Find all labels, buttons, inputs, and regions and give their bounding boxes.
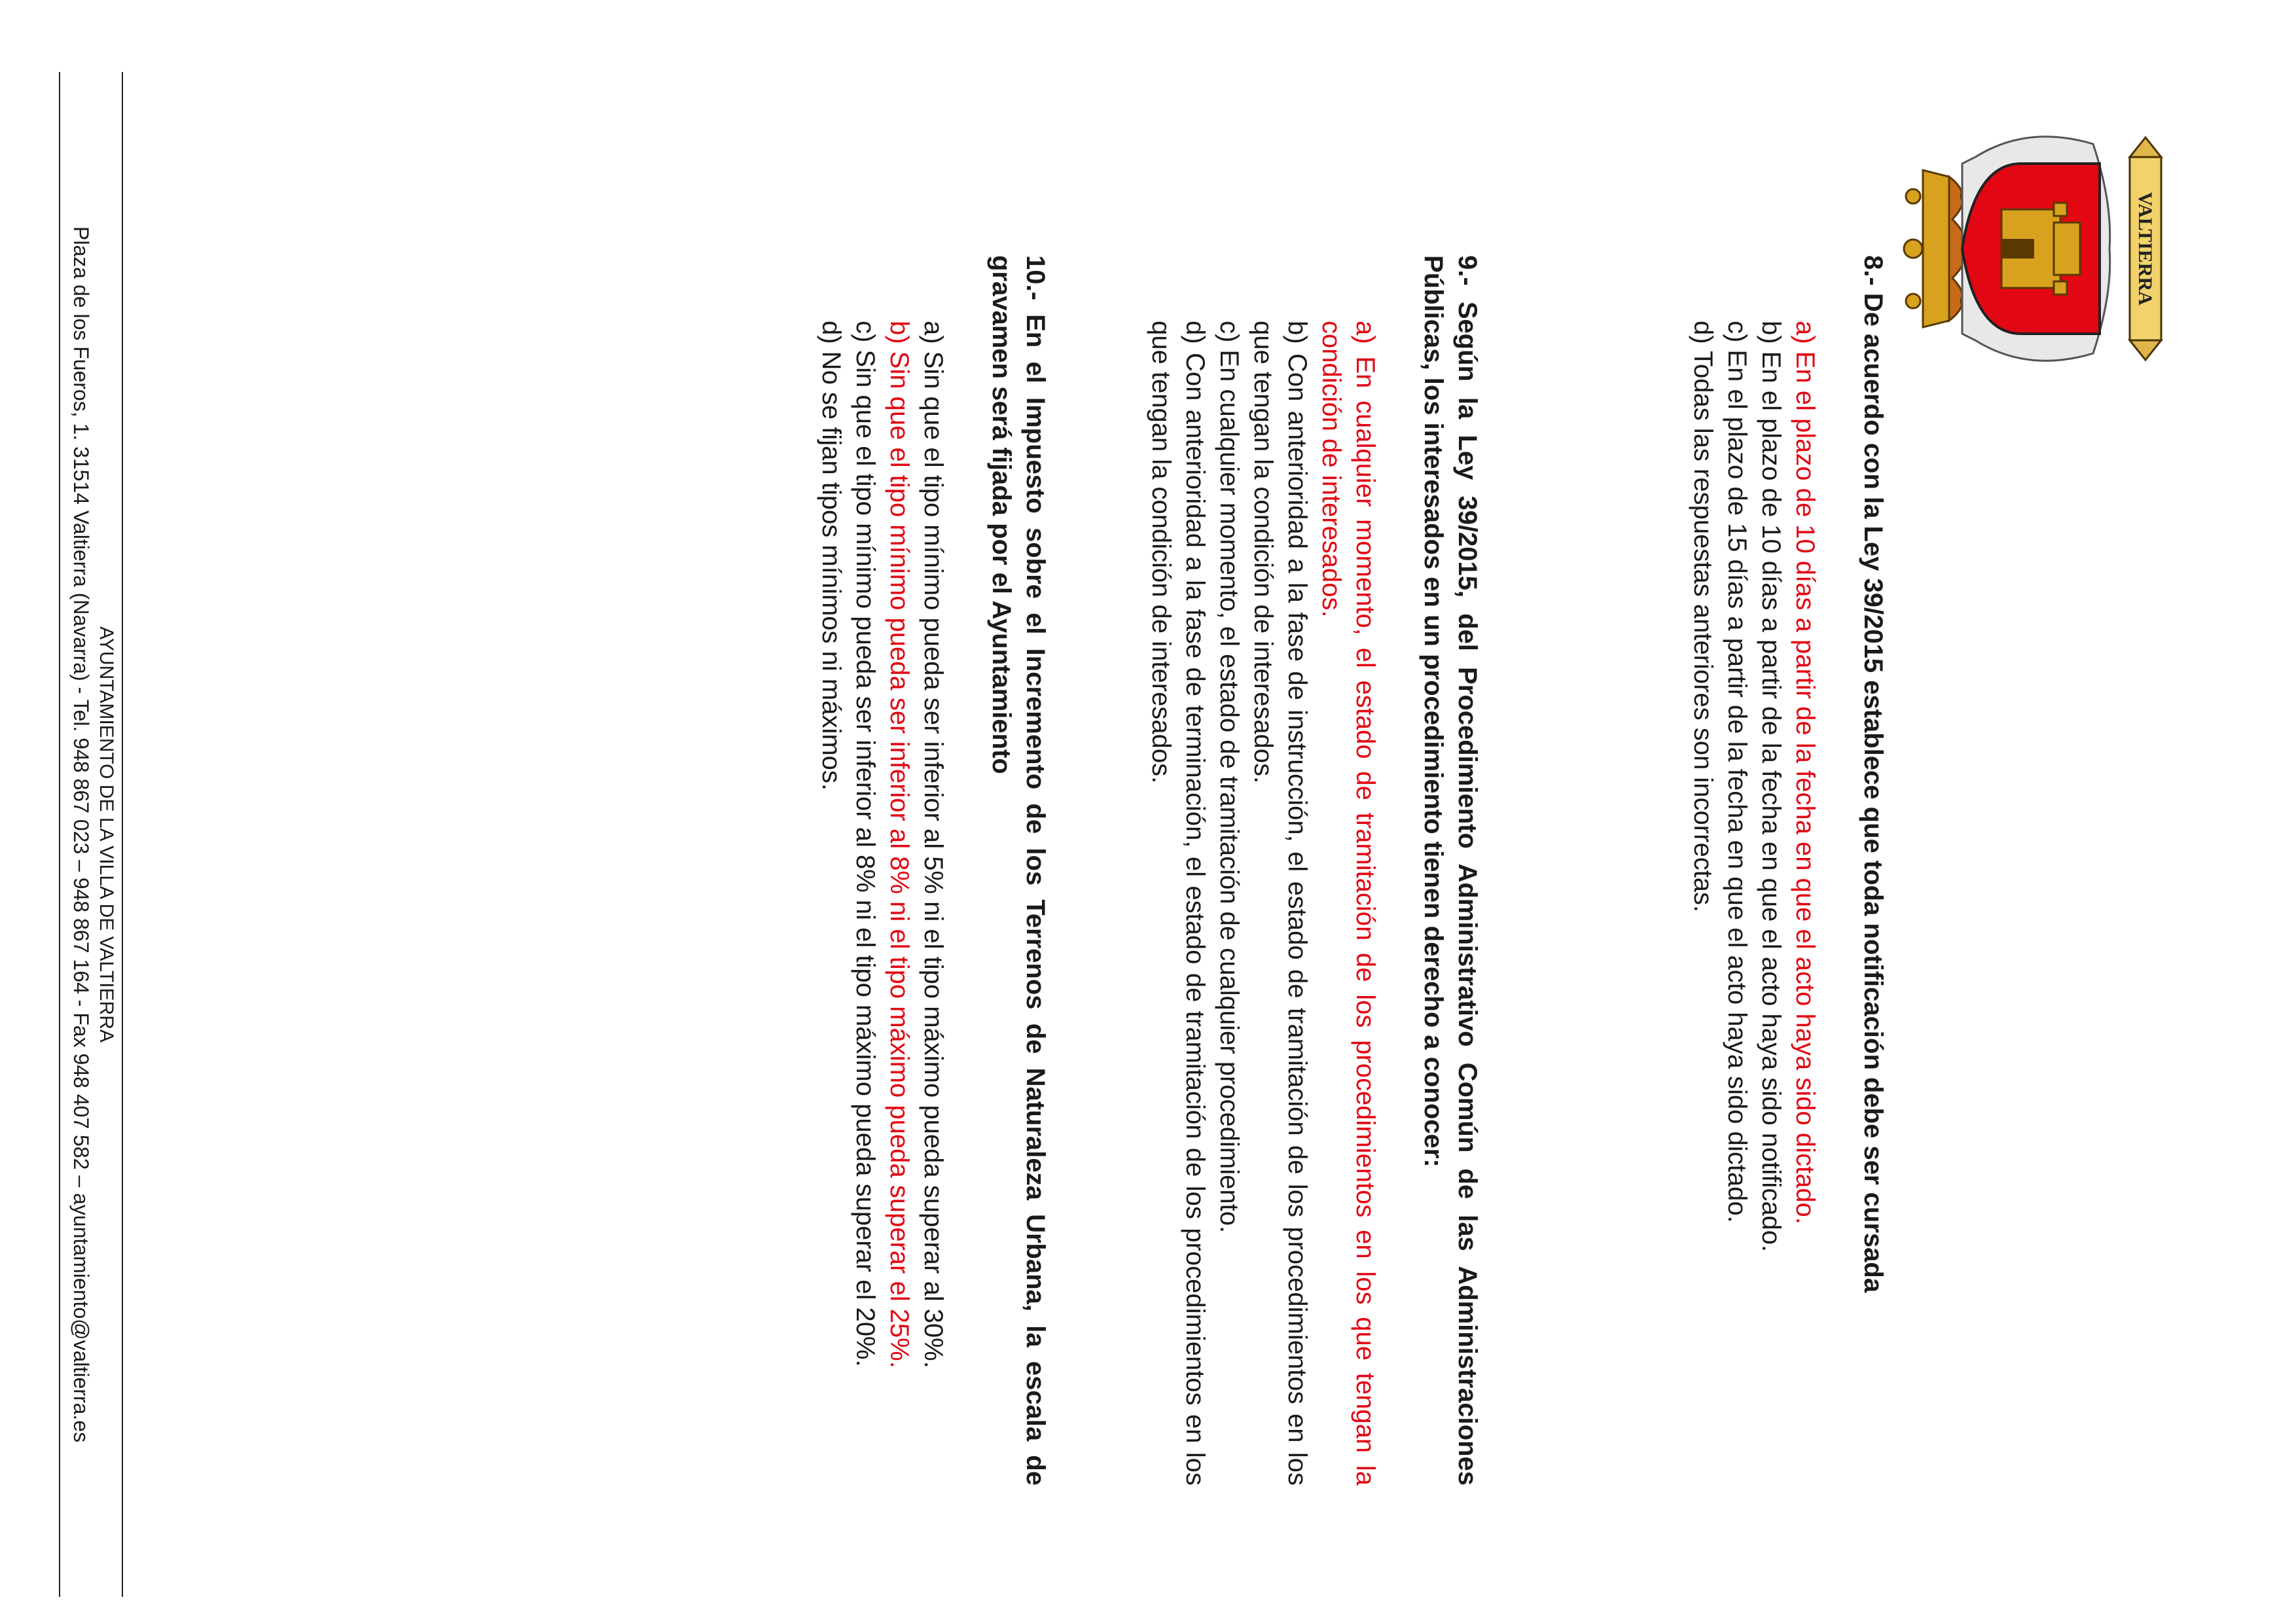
question-10-option-c: c) Sin que el tipo mínimo pueda ser inferior al 8% ni el tipo máximo pueda superar el 20%.	[851, 321, 880, 1367]
question-9-option-c: c) En cualquier momento, el estado de tramitación de cualquier procedimiento.	[1215, 321, 1244, 1234]
question-8-option-d: d) Todas las respuestas anteriores son incorrectas.	[1689, 321, 1717, 913]
question-8-option-a: a) En el plazo de 10 días a partir de la fecha en que el acto haya sido dictado.	[1791, 321, 1820, 1224]
question-8-title: 8.- De acuerdo con la Ley 39/2015 establece que toda notificación debe ser cursada	[1859, 255, 1888, 1293]
question-9-title: 9.- Según la Ley 39/2015, del Procedimiento Administrativo Común de las Administraciones Públicas, los interesados en un procedimiento tienen derecho a conocer:	[1419, 255, 1482, 1486]
footer-contact: Plaza de los Fueros, 1. 31514 Valtierra (Navarra) - Tel. 948 867 023 – 948 867 164 - Fax 948 407 582 – ayuntamiento@valtierra.es	[69, 226, 93, 1443]
question-8	[1686, 255, 1890, 1486]
question-9-option-d: d) Con anterioridad a la fase de terminación, el estado de tramitación de los procedimientos en los que tengan la condición de interesados.	[1147, 321, 1210, 1486]
question-10-title: 10.- En el Impuesto sobre el Incremento de los Terrenos de Naturaleza Urbana, la escala de gravamen será fijada por el Ayuntamiento	[987, 255, 1050, 1486]
banner-text: VALTIERRA	[2134, 192, 2156, 306]
coat-of-arms-logo	[1884, 98, 2172, 399]
question-10-option-d: d) No se fijan tipos mínimos ni máximos.	[817, 321, 846, 791]
banner-scroll	[2130, 137, 2161, 360]
question-9-option-b: b) Con anterioridad a la fase de instrucción, el estado de tramitación de los procedimientos en los que tengan la condición de interesados.	[1249, 321, 1312, 1486]
footer-rule	[122, 72, 123, 1597]
question-8-option-c: c) En el plazo de 15 días a partir de la fecha en que el acto haya sido dictado.	[1723, 321, 1751, 1223]
footer-rule-bottom	[59, 72, 60, 1597]
question-9-option-a: a) En cualquier momento, el estado de tramitación de los procedimientos en los que tengan la condición de interesados.	[1317, 321, 1380, 1486]
question-10-option-b: b) Sin que el tipo mínimo pueda ser inferior al 8% ni el tipo máximo pueda superar el 25%.	[885, 321, 914, 1368]
footer-organization: AYUNTAMIENTO DE LA VILLA DE VALTIERRA	[96, 626, 117, 1043]
question-10	[814, 255, 1052, 1486]
question-8-option-b: b) En el plazo de 10 días a partir de la fecha en que el acto haya sido notificado.	[1757, 321, 1785, 1253]
question-9	[1144, 255, 1484, 1486]
question-10-option-a: a) Sin que el tipo mínimo pueda ser inferior al 5% ni el tipo máximo pueda superar al 30%.	[919, 321, 948, 1368]
